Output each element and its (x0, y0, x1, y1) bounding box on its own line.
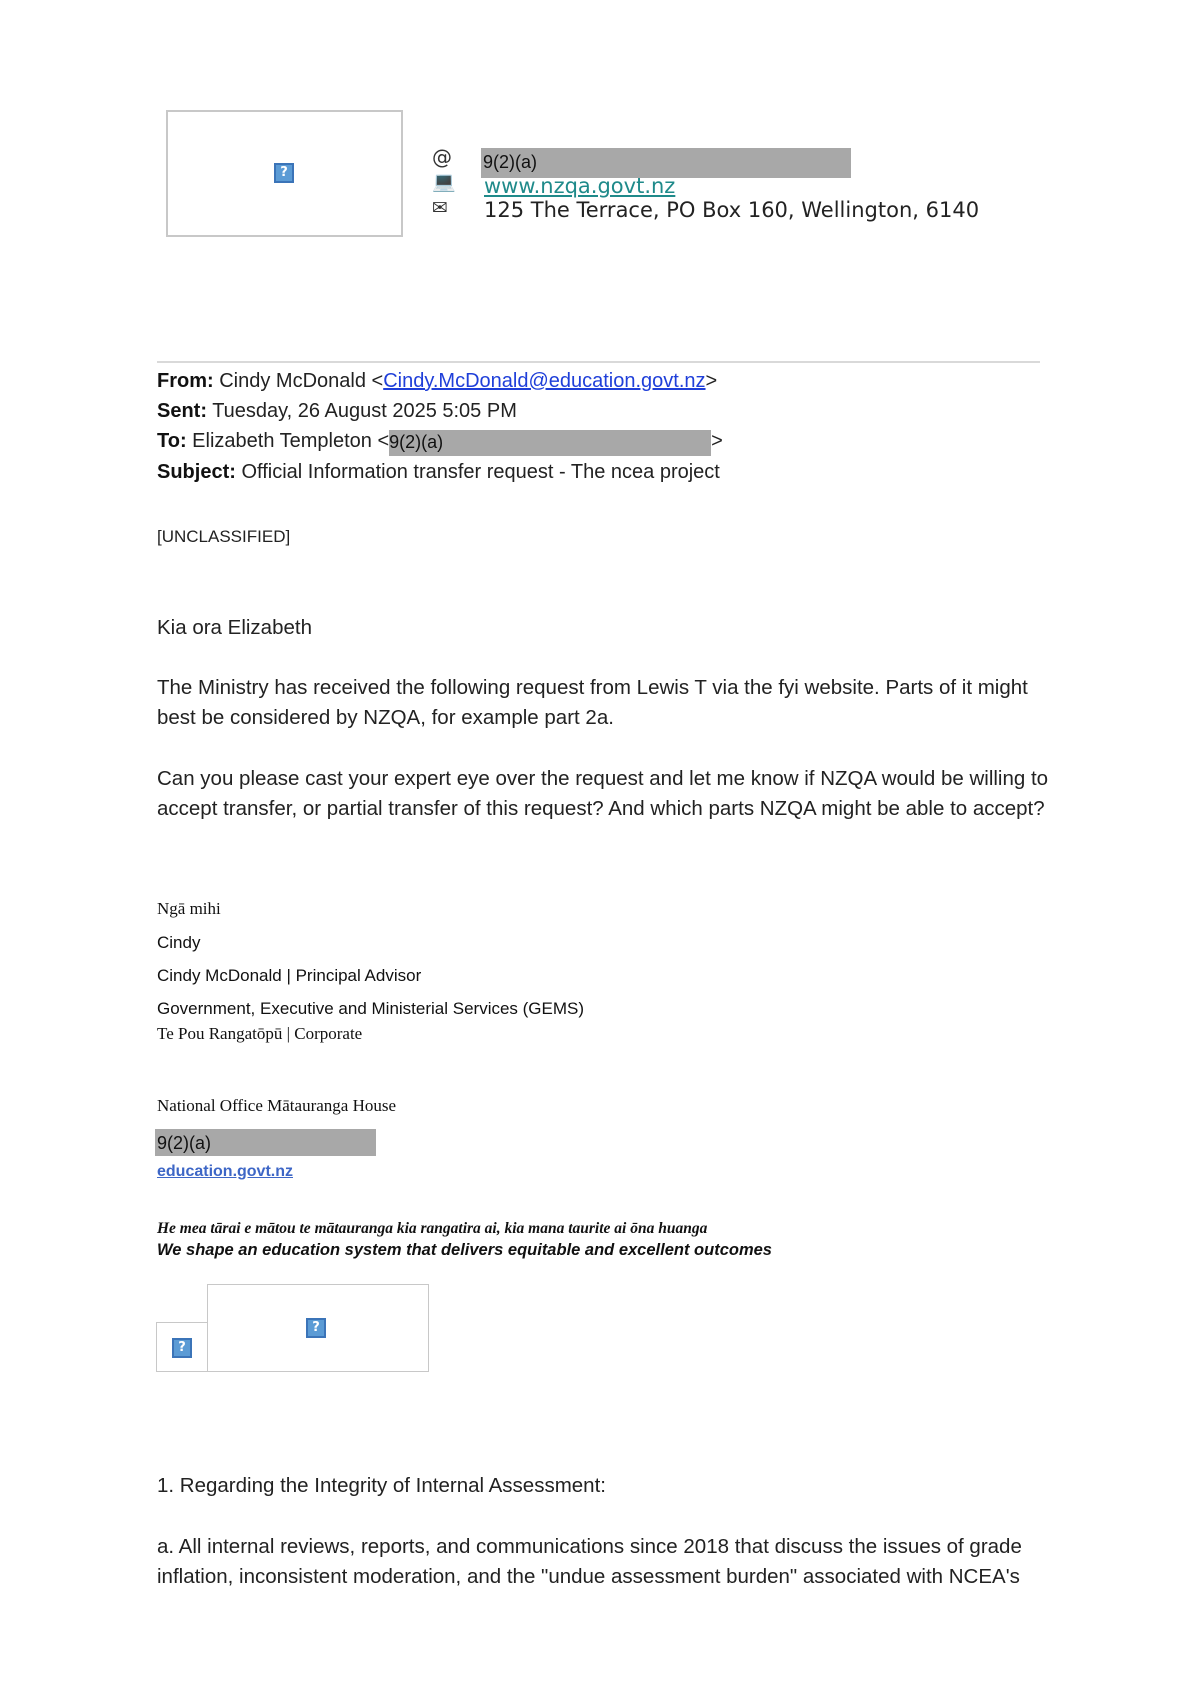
subject-label: Subject: (157, 461, 236, 483)
greeting: Kia ora Elizabeth (157, 616, 312, 639)
ministry-logo-small-placeholder (156, 1322, 209, 1372)
signature-closing: Ngā mihi (157, 899, 221, 918)
signature-name-title: Cindy McDonald | Principal Advisor (157, 966, 422, 985)
from-email-link[interactable]: Cindy.McDonald@education.govt.nz (383, 370, 706, 392)
envelope-icon: ✉ (432, 197, 448, 219)
header-divider (157, 361, 1040, 363)
broken-image-icon: ? (172, 1338, 192, 1358)
signature-group: Te Pou Rangatōpū | Corporate (157, 1024, 363, 1043)
phone-redaction: 9(2)(a) (155, 1129, 376, 1156)
to-line (157, 430, 723, 456)
request-section-1: 1. Regarding the Integrity of Internal Assessment: (157, 1474, 606, 1497)
classification-label: [UNCLASSIFIED] (157, 527, 291, 546)
from-close: > (705, 370, 718, 392)
ministry-logo-large-placeholder (207, 1284, 429, 1372)
sent-label: Sent: (157, 400, 207, 422)
subject-line (157, 461, 720, 484)
motto-english: We shape an education system that delivers equitable and excellent outcomes (157, 1241, 772, 1259)
sent-line (157, 400, 517, 423)
sent-value: Tuesday, 26 August 2025 5:05 PM (212, 400, 517, 422)
from-label: From: (157, 370, 214, 392)
to-close: > (711, 430, 723, 452)
broken-image-icon: ? (306, 1318, 326, 1338)
to-name: Elizabeth Templeton < (192, 430, 390, 452)
computer-icon: 💻 (432, 171, 456, 193)
email-redaction: 9(2)(a) (481, 148, 851, 178)
signature-unit: Government, Executive and Ministerial Services (GEMS) (157, 999, 585, 1018)
at-sign-icon: @ (432, 145, 452, 169)
nzqa-website-link[interactable]: www.nzqa.govt.nz (484, 174, 676, 198)
signature-name-short: Cindy (157, 933, 201, 952)
nzqa-logo-placeholder (166, 110, 403, 237)
education-website-link[interactable]: education.govt.nz (157, 1163, 293, 1180)
from-name: Cindy McDonald < (219, 370, 384, 392)
from-line (157, 370, 717, 393)
to-redaction: 9(2)(a) (389, 430, 711, 456)
nzqa-address: 125 The Terrace, PO Box 160, Wellington, 6140 (484, 198, 980, 222)
request-item-a: a. All internal reviews, reports, and communications since 2018 that discuss the issues of grade inflation, inconsistent moderation, and the "undue assessment burden" associated with NCEA's (157, 1535, 1022, 1588)
message-paragraph-1: The Ministry has received the following request from Lewis T via the fyi website. Parts of it might best be considered by NZQA, for example part 2a. (157, 676, 1028, 729)
signature-office: National Office Mātauranga House (157, 1096, 397, 1115)
message-paragraph-2: Can you please cast your expert eye over the request and let me know if NZQA would be willing to accept transfer, or partial transfer of this request? And which parts NZQA might be able to accept? (157, 767, 1049, 820)
motto-maori: He mea tārai e mātou te mātauranga kia rangatira ai, kia mana taurite ai ōna huanga (157, 1220, 708, 1237)
to-label: To: (157, 430, 187, 452)
broken-image-icon: ? (274, 163, 294, 183)
subject-value: Official Information transfer request - The ncea project (241, 461, 720, 483)
